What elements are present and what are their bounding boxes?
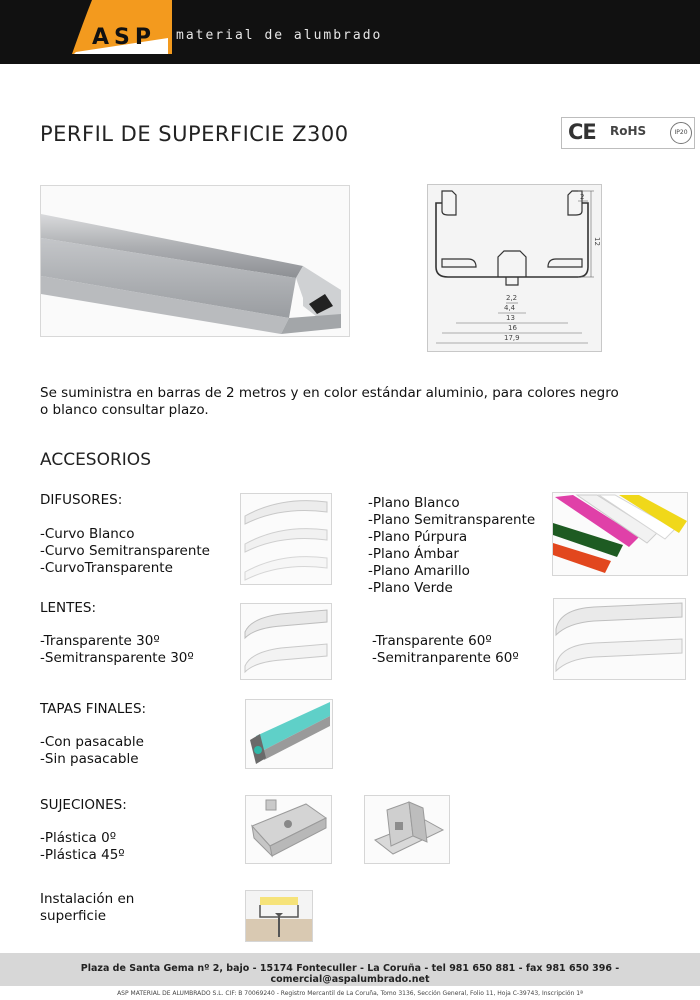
ce-mark-icon: CE [568,120,596,144]
sujeciones-list [40,830,125,864]
dim-13: 13 [506,314,515,322]
accessories-title: ACCESORIOS [40,450,151,470]
footer-legal: ASP MATERIAL DE ALUMBRADO S.L. CIF: B 70069240 - Registro Mercantil de La Coruña, Tomo 3136, Sección General, Folio 11, Hoja C-39743, Inscripción 1ª [117,990,583,997]
header-bar [0,0,700,64]
dim-12: 12 [593,237,601,246]
profile-section-drawing [428,185,601,351]
page-title: PERFIL DE SUPERFICIE Z300 [40,122,349,146]
rohs-badge: RoHS [610,124,647,138]
flat-diffusers-image [552,492,688,576]
dim-2-2: 2,2 [506,294,518,302]
technical-drawing [427,184,602,352]
lens-30-image [240,603,332,680]
list-item: -CurvoTransparente [40,560,173,576]
difusores-heading: DIFUSORES: [40,492,123,508]
product-description: Se suministra en barras de 2 metros y en color estándar aluminio, para colores negro o blanco consultar plazo. [40,385,619,418]
list-item: -Plano Ámbar [368,546,459,562]
list-item: -Plano Verde [368,580,453,596]
lentes-list-left [40,633,194,667]
curved-diffuser-image [240,493,332,585]
list-item: -Plástica 0º [40,830,117,846]
end-cap-image [245,699,333,769]
sujeciones-heading: SUJECIONES: [40,797,127,813]
list-item: -Curvo Semitransparente [40,543,210,559]
difusores-list [40,526,210,577]
list-item: -Transparente 60º [372,633,492,649]
tapas-heading: TAPAS FINALES: [40,701,147,717]
installation-label: Instalación en superficie [40,891,135,924]
profile-photo [40,185,350,337]
clip-45-image [364,795,450,864]
footer-address: Plaza de Santa Gema nº 2, bajo - 15174 Fonteculler - La Coruña - tel 981 650 881 - fax 981 650 396 - comercial@aspalumbrado.net [80,963,620,985]
clip-0-image [245,795,332,864]
certification-badges [561,117,695,149]
list-item: -Plano Amarillo [368,563,470,579]
tapas-list [40,734,144,768]
ip20-badge: IP20 [670,122,692,144]
dim-2: 2 [580,193,585,201]
list-item: -Curvo Blanco [40,526,135,542]
list-item: -Semitransparente 30º [40,650,194,666]
list-item: -Transparente 30º [40,633,160,649]
list-item: -Plano Semitransparente [368,512,536,528]
aluminium-profile-image [41,186,349,336]
dim-4-4: 4,4 [504,304,516,312]
lentes-heading: LENTES: [40,600,97,616]
planos-list [368,495,535,597]
list-item: -Plástica 45º [40,847,125,863]
company-tagline: material de alumbrado [176,28,383,43]
list-item: -Con pasacable [40,734,144,750]
surface-install-diagram [245,890,313,942]
list-item: -Sin pasacable [40,751,139,767]
lentes-list-right [372,633,519,667]
logo-text: ASP [92,25,156,50]
lens-60-image [553,598,686,680]
list-item: -Plano Púrpura [368,529,468,545]
list-item: -Semitranparente 60º [372,650,519,666]
list-item: -Plano Blanco [368,495,460,511]
dim-17-9: 17,9 [504,334,520,342]
dim-16: 16 [508,324,517,332]
